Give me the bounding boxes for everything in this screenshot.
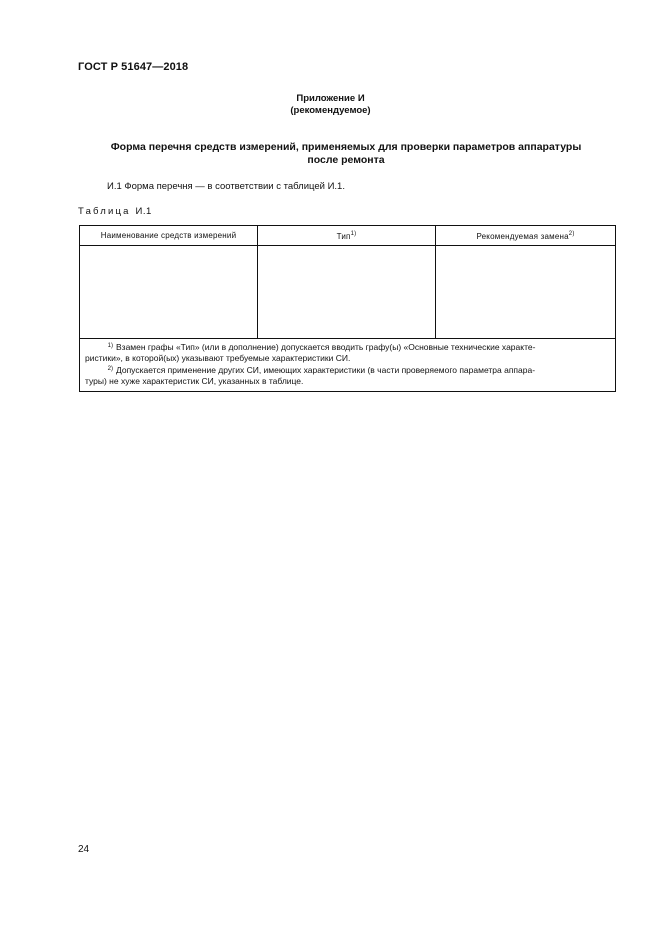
column-header-name: Наименование средств измерений — [80, 226, 258, 246]
appendix-subtitle: (рекомендуемое) — [290, 105, 371, 116]
table-header-row — [80, 226, 616, 246]
column-header-replacement: Рекомендуемая замена$^{2)}$ — [436, 226, 616, 246]
page-number: 24 — [78, 844, 90, 855]
table-caption — [78, 206, 152, 217]
footnote-ref-2: 2) — [568, 230, 575, 237]
form-title-line-2: после ремонта — [307, 154, 385, 166]
footnote-1-text-line-1: Взамен графы «Тип» (или в дополнение) допускается вводить графу(ы) «Основные технические характе- — [116, 342, 536, 352]
column-header-type: Тип$^{1)}$ — [258, 226, 436, 246]
footnote-1 — [85, 341, 610, 364]
table-caption-number: И.1 — [135, 206, 152, 217]
table-cell — [80, 246, 258, 339]
table-caption-label: Таблица — [78, 206, 131, 217]
table-notes-row — [80, 339, 616, 392]
form-title-line-1: Форма перечня средств измерений, применяемых для проверки параметров аппаратуры — [110, 141, 582, 153]
footnote-2-text-line-2: туры) не хуже характеристик СИ, указанных в таблице. — [85, 376, 304, 386]
form-title — [78, 141, 614, 167]
table-notes — [80, 339, 616, 392]
appendix-title: Приложение И — [296, 93, 365, 104]
appendix-heading — [0, 93, 661, 117]
footnote-2-marker: 2) — [107, 366, 113, 372]
table-cell — [436, 246, 616, 339]
table-cell — [258, 246, 436, 339]
paragraph-i1: И.1 Форма перечня — в соответствии с таблицей И.1. — [107, 181, 345, 192]
table-row — [80, 246, 616, 339]
standard-header: ГОСТ Р 51647—2018 — [78, 61, 189, 73]
footnote-1-text-line-2: ристики», в которой(ых) указывают требуемые характеристики СИ. — [85, 353, 351, 363]
footnote-ref-1: 1) — [350, 230, 357, 237]
measuring-instruments-table — [79, 225, 616, 392]
footnote-2-text-line-1: Допускается применение других СИ, имеющих характеристики (в части проверяемого параметра аппара- — [116, 365, 536, 375]
footnote-2 — [85, 364, 610, 387]
footnote-1-marker: 1) — [107, 343, 113, 349]
